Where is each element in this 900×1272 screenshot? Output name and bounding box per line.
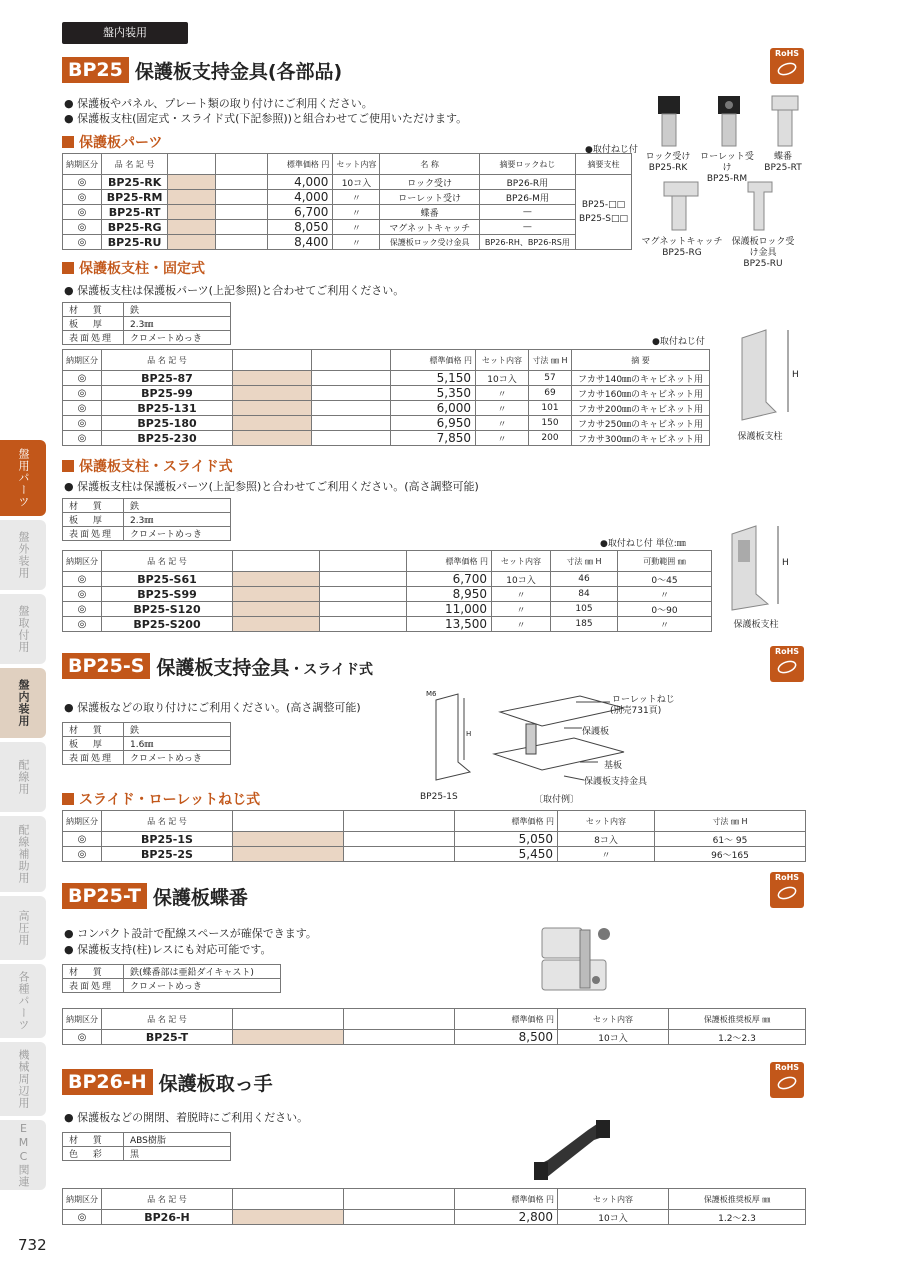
rohs-label: RoHS	[774, 1063, 800, 1072]
parts-table	[62, 153, 632, 250]
table-row: ◎ BP25-230 7,850 〃 200 フカサ300㎜のキャビネット用	[63, 431, 710, 446]
table-row: ◎ BP25-99 5,350 〃 69 フカサ160㎜のキャビネット用	[63, 386, 710, 401]
rohs-badge	[770, 1062, 804, 1098]
side-tab-panel-parts[interactable]: 盤用パーツ	[0, 440, 46, 516]
th-delivery: 納期区分	[63, 154, 102, 175]
caption-ru: 保護板ロック受け金具 BP25-RU	[731, 237, 795, 269]
slide-subheading: 保護板支柱・スライド式	[62, 456, 233, 476]
bp26h-header	[62, 1068, 273, 1096]
category-tag: 盤内装用	[62, 22, 188, 44]
th-code: 品 名 記 号	[102, 154, 168, 175]
th-set: セット内容	[333, 154, 380, 175]
bp25s-subheading: スライド・ローレットねじ式	[62, 789, 260, 809]
bp25s-title: 保護板支持金具・スライド式	[156, 656, 374, 679]
diagram-m6: M6	[426, 690, 437, 698]
slide-note: ●取付ねじ付 単位:㎜	[600, 539, 686, 549]
diagram-plate: 保護板	[582, 727, 610, 737]
rohs-label: RoHS	[774, 49, 800, 58]
rohs-badge	[770, 646, 804, 682]
page-number: 732	[18, 1236, 47, 1254]
rohs-badge	[770, 872, 804, 908]
slide-caption: 保護板支柱	[733, 620, 779, 630]
caption-rm: ローレット受け BP25-RM	[700, 152, 754, 184]
diagram-base: 基板	[604, 761, 623, 771]
table-row: ◎ BP25-RT 6,700 〃 蝶番 —	[63, 205, 632, 220]
fixed-bullet: ● 保護板支柱は保護板パーツ(上記参照)と合わせてご利用ください。	[64, 284, 405, 297]
table-row: ◎ BP25-S99 8,950 〃 84 〃	[63, 587, 712, 602]
table-row: ◎ BP25-S200 13,500 〃 185 〃	[63, 617, 712, 632]
bp25-title: 保護板支持金具(各部品)	[134, 60, 343, 83]
bp25t-table: 納期区分 品 名 記 号 標準価格 円 セット内容 保護板推奨板厚 ㎜ ◎ BP25-T 8,500 10コ入 1.2～2.3	[62, 1008, 806, 1045]
table-row: ◎ BP26-H 2,800 10コ入 1.2～2.3	[63, 1210, 806, 1225]
table-row: ◎ BP25-180 6,950 〃 150 フカサ250㎜のキャビネット用	[63, 416, 710, 431]
bp26h-title: 保護板取っ手	[158, 1072, 273, 1095]
diagram-h: H	[466, 730, 472, 738]
diagram-screw: ローレットねじ	[612, 695, 675, 705]
bp25s-bullet: ● 保護板などの取り付けにご利用ください。(高さ調整可能)	[64, 701, 361, 714]
leaf-icon	[776, 62, 798, 76]
table-row: ◎ BP25-1S 5,050 8コ入 61～ 95	[63, 832, 806, 847]
table-row: ◎ BP25-RU 8,400 〃 保護板ロック受け金具 BP26-RH、BP26-RS用	[63, 235, 632, 250]
table-row: ◎ BP25-131 6,000 〃 101 フカサ200㎜のキャビネット用	[63, 401, 710, 416]
side-tab-emc[interactable]: EMC関連	[0, 1120, 46, 1190]
hinge-t-image	[536, 920, 626, 1000]
side-tab-wiring-aux[interactable]: 配線補助用	[0, 816, 46, 892]
table-row: ◎ BP25-RG 8,050 〃 マグネットキャッチ —	[63, 220, 632, 235]
th-pillar: 摘要支柱	[575, 154, 631, 175]
bp26h-bullet: ● 保護板などの開閉、着脱時にご利用ください。	[64, 1111, 309, 1124]
bp25t-code: BP25-T	[62, 883, 147, 909]
slide-bullet: ● 保護板支柱は保護板パーツ(上記参照)と合わせてご利用ください。(高さ調整可能)	[64, 480, 479, 493]
table-row: ◎ BP25-RK 4,000 10コ入 ロック受け BP26-R用 BP25-□□ BP25-S□□	[63, 175, 632, 190]
bp26h-material-table: 材 質 ABS樹脂 色 彩 黒	[62, 1132, 231, 1161]
bp25t-header	[62, 882, 248, 910]
table-row: ◎ BP25-S120 11,000 〃 105 0～90	[63, 602, 712, 617]
leaf-icon	[776, 886, 798, 900]
fixed-caption: 保護板支柱	[737, 432, 783, 442]
side-tab-exterior[interactable]: 盤外装用	[0, 520, 46, 590]
leaf-icon	[776, 660, 798, 674]
fixed-note: ●取付ねじ付	[652, 337, 705, 347]
diagram-example: 〔取付例〕	[534, 795, 580, 805]
side-tab-wiring[interactable]: 配線用	[0, 742, 46, 812]
bp25s-code: BP25-S	[62, 653, 150, 679]
bp25t-material-table: 材 質 鉄(蝶番部は亜鉛ダイキャスト) 表面処理 クロメートめっき	[62, 964, 281, 993]
table-row: ◎ BP25-T 8,500 10コ入 1.2～2.3	[63, 1030, 806, 1045]
pillar-note: BP25-□□ BP25-S□□	[575, 175, 631, 250]
side-tab-mounting[interactable]: 盤取付用	[0, 594, 46, 664]
th-screw: 摘要ロックねじ	[479, 154, 575, 175]
lock-bracket-image	[738, 178, 782, 234]
bp25s-table: 納期区分 品 名 記 号 標準価格 円 セット内容 寸法 ㎜ H ◎ BP25-1S 5,050 8コ入 61～ 95 ◎ BP25-2S 5,450 〃 96～165	[62, 810, 806, 862]
bp25s-material-table: 材 質 鉄 板 厚 1.6㎜ 表面処理 クロメートめっき	[62, 722, 231, 765]
handle-image	[526, 1110, 616, 1184]
table-row: ◎ BP25-S61 6,700 10コ入 46 0～45	[63, 572, 712, 587]
fixed-h-label: H	[792, 370, 799, 380]
table-row: ◎ BP25-87 5,150 10コ入 57 フカサ140㎜のキャビネット用	[63, 371, 710, 386]
fixed-table: 納期区分 品 名 記 号 標準価格 円 セット内容 寸法 ㎜ H 摘 要 ◎ BP25-87 5,150 10コ入 57 フカサ140㎜のキャビネット用 ◎ BP25-99 5,350 〃 69 フカサ160㎜のキャビネット用 ◎ BP25-131 6,000 〃 101 フカサ200㎜のキャビネット用 ◎ BP25-180 6,950 〃 150 フカサ250㎜のキャビネット用 ◎ BP25-230 7,850 〃 200 フカサ300㎜のキャビネット用	[62, 349, 710, 446]
lock-receiver-image	[648, 92, 688, 150]
parts-note: ●取付ねじ付	[585, 145, 638, 155]
diagram-screw-note: (別売731頁)	[610, 706, 662, 716]
table-row: ◎ BP25-2S 5,450 〃 96～165	[63, 847, 806, 862]
leaf-icon	[776, 1076, 798, 1090]
side-tab-machine[interactable]: 機械周辺用	[0, 1042, 46, 1116]
bp25-bullet-2: ● 保護板支柱(固定式・スライド式(下記参照))と組合わせてご使用いただけます。	[64, 112, 468, 125]
knurl-receiver-image	[708, 92, 748, 150]
side-tab-high-voltage[interactable]: 高圧用	[0, 896, 46, 960]
bp25-bullet-1: ● 保護板やパネル、プレート類の取り付けにご利用ください。	[64, 97, 373, 110]
parts-subheading: 保護板パーツ	[62, 132, 162, 152]
slide-h-label: H	[782, 558, 789, 568]
bp25s-header	[62, 652, 373, 680]
slide-material-table: 材 質 鉄 板 厚 2.3㎜ 表面処理 クロメートめっき	[62, 498, 231, 541]
th-name: 名 称	[380, 154, 479, 175]
fixed-subheading: 保護板支柱・固定式	[62, 258, 205, 278]
rohs-label: RoHS	[774, 873, 800, 882]
magnet-catch-image	[656, 178, 704, 234]
slide-table: 納期区分 品 名 記 号 標準価格 円 セット内容 寸法 ㎜ H 可動範囲 ㎜ ◎ BP25-S61 6,700 10コ入 46 0～45 ◎ BP25-S99 8,950 〃 84 〃 ◎ BP25-S120 11,000 〃 105 0～90 ◎ BP25-S200 13,500 〃 185 〃	[62, 550, 712, 632]
bp26h-code: BP26-H	[62, 1069, 153, 1095]
caption-rt: 蝶番 BP25-RT	[764, 152, 802, 173]
th-price: 標準価格 円	[268, 154, 333, 175]
caption-rg: マグネットキャッチ BP25-RG	[641, 237, 723, 258]
diagram-caption: BP25-1S	[420, 792, 458, 802]
bp25-code: BP25	[62, 57, 129, 83]
diagram-bracket: 保護板支持金具	[584, 777, 648, 787]
bp25-header	[62, 56, 342, 84]
bp26h-table: 納期区分 品 名 記 号 標準価格 円 セット内容 保護板推奨板厚 ㎜ ◎ BP26-H 2,800 10コ入 1.2～2.3	[62, 1188, 806, 1225]
caption-rk: ロック受け BP25-RK	[645, 152, 691, 173]
rohs-label: RoHS	[774, 647, 800, 656]
bp25t-bullet-1: ● コンパクト設計で配線スペースが確保できます。	[64, 927, 317, 940]
fixed-material-table: 材 質 鉄 板 厚 2.3㎜ 表面処理 クロメートめっき	[62, 302, 231, 345]
hinge-image	[764, 92, 804, 150]
table-row: ◎ BP25-RM 4,000 〃 ローレット受け BP26-M用	[63, 190, 632, 205]
bp25t-title: 保護板蝶番	[152, 886, 248, 909]
bp25t-bullet-2: ● 保護板支持(柱)レスにも対応可能です。	[64, 943, 272, 956]
side-tab-interior[interactable]: 盤内装用	[0, 668, 46, 738]
rohs-badge	[770, 48, 804, 84]
side-tab-misc-parts[interactable]: 各種パーツ	[0, 964, 46, 1038]
